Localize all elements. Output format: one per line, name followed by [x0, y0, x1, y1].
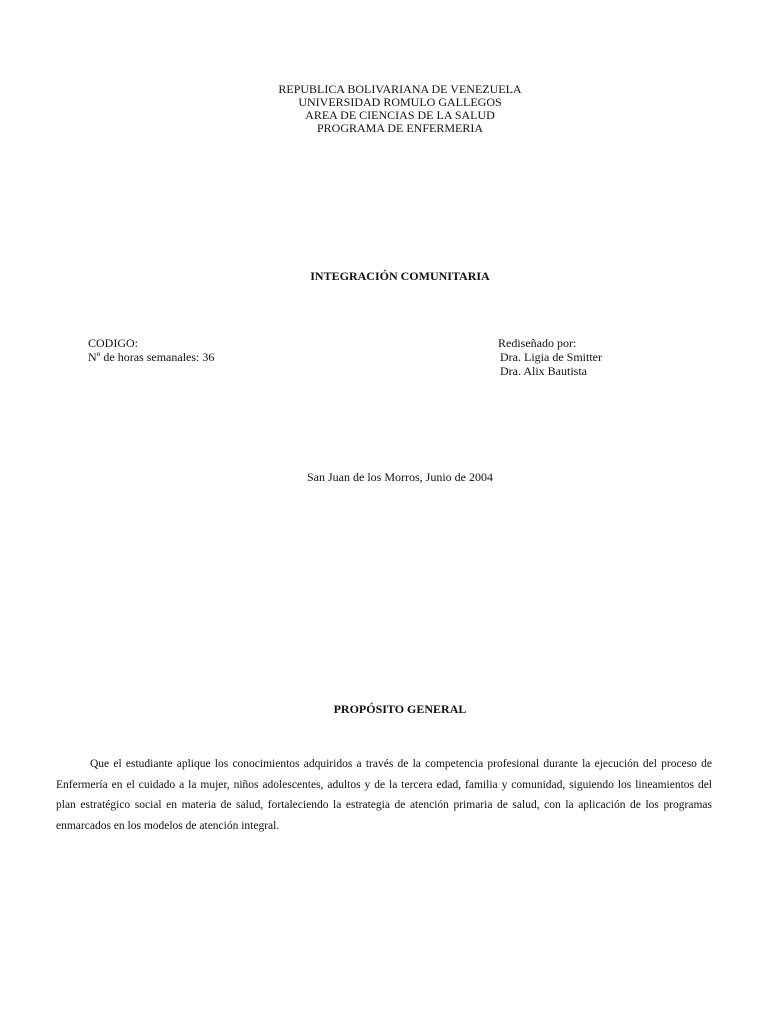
header-line-university: UNIVERSIDAD ROMULO GALLEGOS	[298, 95, 502, 109]
course-title: INTEGRACIÓN COMUNITARIA	[310, 269, 490, 283]
redesigned-by-label: Rediseñado por:	[498, 336, 577, 350]
header-line-republic: REPUBLICA BOLIVARIANA DE VENEZUELA	[278, 82, 522, 96]
header-line-program: PROGRAMA DE ENFERMERIA	[316, 121, 484, 135]
place-and-date: San Juan de los Morros, Junio de 2004	[307, 470, 493, 484]
section-title: PROPÓSITO GENERAL	[333, 702, 467, 716]
author-name: Dra. Alix Bautista	[500, 364, 587, 378]
general-purpose-paragraph	[56, 754, 712, 836]
paragraph-text: Que el estudiante aplique los conocimientos adquiridos a través de la competencia profesional durante la ejecución del proceso de Enfermería en el cuidado a la mujer, niños adolescentes, adultos y de la tercera edad, familia y comunidad, siguiendo los lineamientos del plan estratégico social en materia de salud, fortaleciendo la estrategia de atención primaria de salud, con la aplicación de los programas enmarcados en los modelos de atención integral.	[56, 758, 712, 832]
institution-header	[0, 83, 768, 135]
course-info	[88, 337, 214, 365]
weekly-hours: Nº de horas semanales: 36	[88, 350, 215, 364]
header-line-area: AREA DE CIENCIAS DE LA SALUD	[305, 108, 495, 122]
course-code-label: CODIGO:	[88, 336, 138, 350]
redesign-authors	[498, 337, 602, 379]
author-name: Dra. Ligia de Smitter	[500, 350, 602, 364]
